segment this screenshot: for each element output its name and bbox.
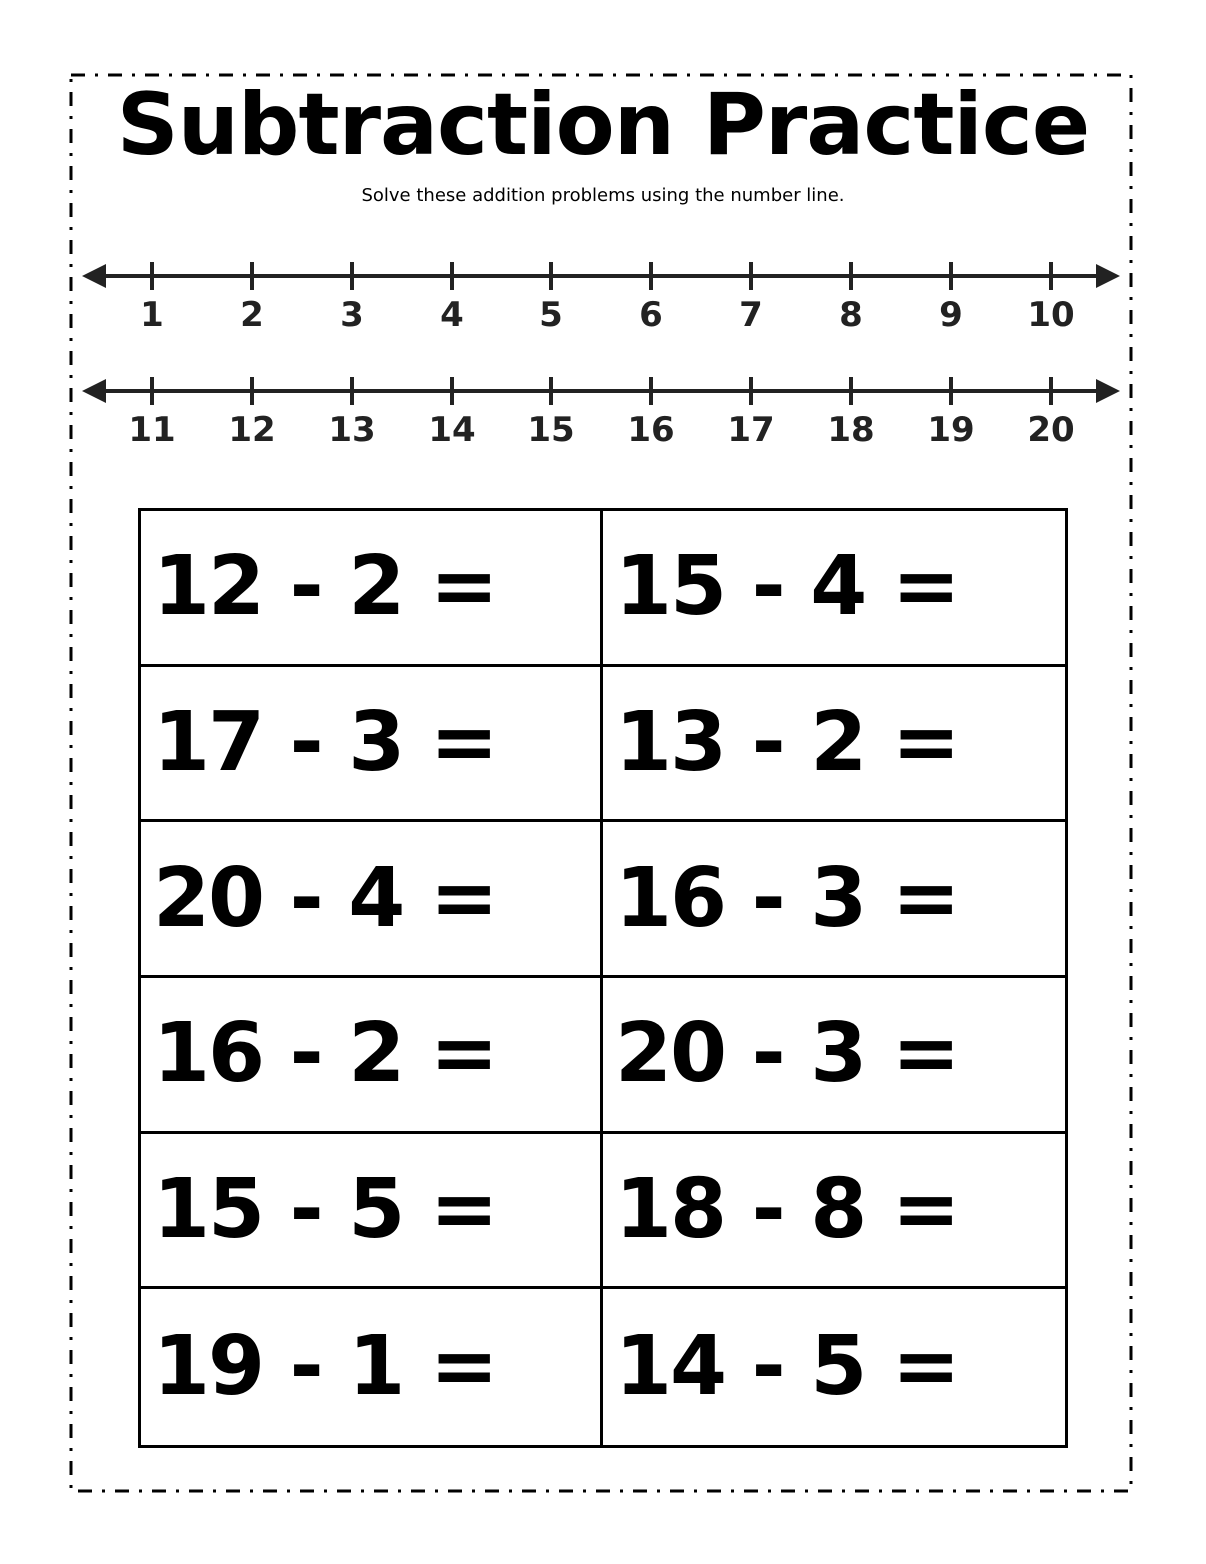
tick-label: 7 <box>739 295 763 335</box>
problem-cell[interactable] <box>141 511 603 667</box>
tick-label: 17 <box>727 410 775 450</box>
tick-label: 10 <box>1027 295 1075 335</box>
worksheet-subtitle: Solve these addition problems using the number line. <box>361 185 845 206</box>
problem-cell[interactable] <box>603 978 1065 1134</box>
number-line-11-to-20 <box>0 355 1206 455</box>
problem-text: 17 - 3 = <box>153 694 497 790</box>
problem-text: 15 - 5 = <box>153 1161 497 1257</box>
problem-cell[interactable] <box>141 1289 603 1445</box>
problem-cell[interactable] <box>141 822 603 978</box>
tick-label: 4 <box>440 295 464 335</box>
worksheet-title: Subtraction Practice <box>116 75 1090 175</box>
tick-label: 8 <box>839 295 863 335</box>
problem-text: 20 - 3 = <box>615 1006 959 1102</box>
tick-label: 16 <box>627 410 675 450</box>
tick-label: 20 <box>1027 410 1075 450</box>
tick-label: 18 <box>827 410 875 450</box>
problem-text: 16 - 3 = <box>615 850 959 946</box>
problem-cell[interactable] <box>603 667 1065 823</box>
tick-label: 1 <box>140 295 164 335</box>
problem-cell[interactable] <box>603 511 1065 667</box>
problem-cell[interactable] <box>141 1134 603 1290</box>
problem-text: 12 - 2 = <box>153 539 497 635</box>
tick-label: 5 <box>539 295 563 335</box>
number-line-axis <box>0 240 1206 300</box>
problem-cell[interactable] <box>603 822 1065 978</box>
tick-label: 6 <box>639 295 663 335</box>
problem-cell[interactable] <box>141 667 603 823</box>
number-line-axis <box>0 355 1206 415</box>
tick-label: 11 <box>128 410 176 450</box>
problem-text: 19 - 1 = <box>153 1319 497 1415</box>
tick-label: 14 <box>428 410 476 450</box>
tick-label: 12 <box>228 410 276 450</box>
problem-text: 20 - 4 = <box>153 850 497 946</box>
problem-grid <box>138 508 1068 1448</box>
tick-label: 2 <box>240 295 264 335</box>
problem-text: 15 - 4 = <box>615 539 959 635</box>
tick-label: 19 <box>927 410 975 450</box>
tick-label: 3 <box>340 295 364 335</box>
problem-text: 16 - 2 = <box>153 1006 497 1102</box>
problem-cell[interactable] <box>603 1289 1065 1445</box>
problem-text: 14 - 5 = <box>615 1319 959 1415</box>
number-line-1-to-10 <box>0 240 1206 340</box>
problem-cell[interactable] <box>603 1134 1065 1290</box>
problem-text: 18 - 8 = <box>615 1161 959 1257</box>
problem-cell[interactable] <box>141 978 603 1134</box>
tick-label: 13 <box>328 410 376 450</box>
tick-label: 15 <box>527 410 575 450</box>
tick-label: 9 <box>939 295 963 335</box>
problem-text: 13 - 2 = <box>615 694 959 790</box>
